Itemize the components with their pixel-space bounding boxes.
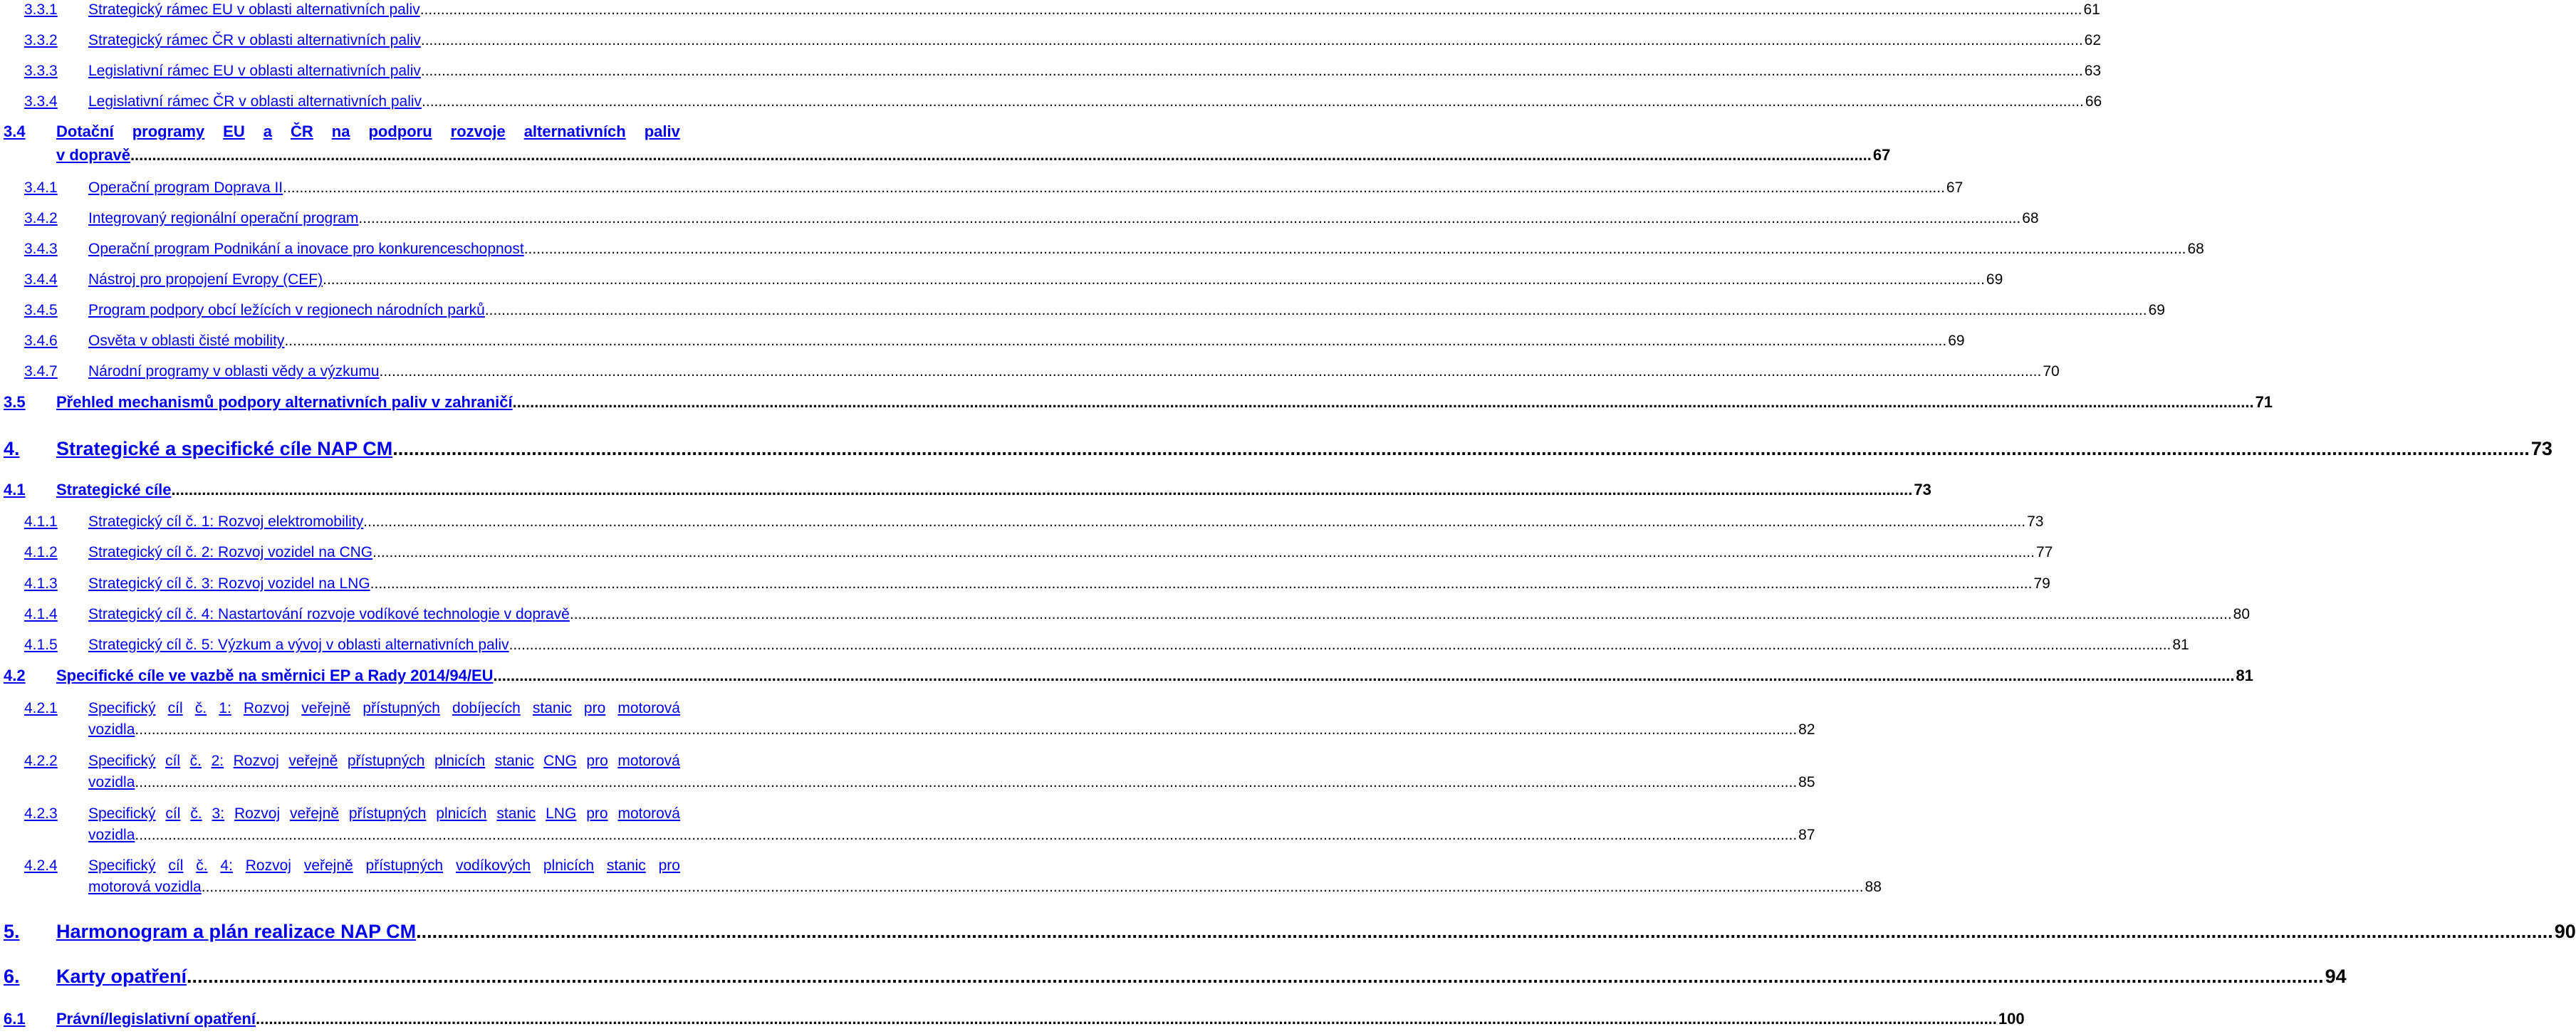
toc-entry-title[interactable]: Národní programy v oblasti vědy a výzkumu (88, 363, 380, 380)
toc-page-number: 94 (2325, 966, 2347, 987)
toc-entry-row (56, 921, 2576, 943)
toc-page-number: 81 (2172, 637, 2189, 653)
toc-entry-number[interactable]: 3.3.1 (24, 1, 58, 18)
toc-page-number: 66 (2085, 93, 2102, 110)
toc-entry-title[interactable]: v dopravě (56, 146, 130, 164)
toc-page-number: 63 (2084, 63, 2102, 79)
toc-page-number: 73 (1914, 481, 1931, 498)
toc-page-number: 69 (2148, 302, 2165, 318)
toc-entry-number[interactable]: 4.1.5 (24, 637, 58, 653)
toc-entry-row (88, 879, 1882, 896)
toc-dot-leader: ................................................................................................................................................................................................................................................................................................................................................................................................................ (392, 438, 2530, 459)
toc-entry-title[interactable]: Integrovaný regionální operační program (88, 210, 359, 226)
toc-entry-number[interactable]: 4.1.2 (24, 544, 58, 560)
toc-entry-row (88, 1, 2100, 19)
toc-dot-leader: ................................................................................................................................................................................................................................................................................................................................................................................................................ (509, 637, 2171, 653)
toc-entry-number[interactable]: 3.3.3 (24, 63, 58, 79)
toc-entry-row (88, 63, 2102, 80)
toc-entry-row (56, 393, 2273, 412)
toc-entry-row (88, 513, 2044, 531)
toc-dot-leader: ................................................................................................................................................................................................................................................................................................................................................................................................................ (493, 667, 2235, 684)
toc-entry-row (88, 606, 2251, 623)
toc-page-number: 62 (2084, 32, 2102, 48)
toc-entry-row (88, 210, 2039, 227)
toc-page-number: 80 (2233, 606, 2251, 622)
toc-dot-leader: ................................................................................................................................................................................................................................................................................................................................................................................................................ (171, 481, 1913, 498)
toc-entry-number[interactable]: 3.4.7 (24, 363, 58, 380)
toc-entry-number[interactable]: 4.1 (4, 481, 26, 498)
toc-dot-leader: ................................................................................................................................................................................................................................................................................................................................................................................................................ (135, 721, 1798, 738)
toc-entry-number[interactable]: 4.2.3 (24, 805, 58, 822)
toc-entry-title[interactable]: Operační program Doprava II (88, 179, 283, 196)
toc-entry-number[interactable]: 6. (4, 966, 20, 987)
toc-entry-title[interactable]: Přehled mechanismů podpory alternativních paliv v zahraničí (56, 393, 513, 411)
toc-entry-number[interactable]: 4.2.1 (24, 700, 58, 716)
toc-dot-leader: ................................................................................................................................................................................................................................................................................................................................................................................................................ (420, 63, 2083, 79)
toc-page-number: 71 (2255, 393, 2273, 411)
toc-dot-leader: ................................................................................................................................................................................................................................................................................................................................................................................................................ (512, 393, 2254, 411)
toc-entry-row (88, 241, 2204, 258)
toc-entry-row (56, 966, 2347, 988)
toc-entry-number[interactable]: 5. (4, 921, 20, 942)
toc-entry-row (88, 544, 2053, 561)
toc-dot-leader: ................................................................................................................................................................................................................................................................................................................................................................................................................ (283, 179, 1945, 196)
toc-entry-number[interactable]: 4.1.3 (24, 575, 58, 592)
toc-entry-row (56, 1010, 2025, 1028)
toc-entry-number[interactable]: 4.2 (4, 667, 26, 684)
toc-entry-number[interactable]: 3.3.2 (24, 32, 58, 48)
toc-page-number: 73 (2530, 438, 2552, 459)
toc-entry-row (88, 302, 2165, 319)
toc-entry-number[interactable]: 3.4.1 (24, 179, 58, 196)
toc-entry-title[interactable]: Osvěta v oblasti čisté mobility (88, 333, 285, 349)
toc-page-number: 81 (2236, 667, 2253, 684)
toc-entry-row (88, 827, 1815, 844)
toc-entry-number[interactable]: 3.4.5 (24, 302, 58, 318)
toc-entry-row (88, 363, 2060, 380)
toc-entry-number[interactable]: 4.2.2 (24, 753, 58, 769)
toc-entry-row (56, 146, 1891, 164)
toc-entry-number[interactable]: 6.1 (4, 1010, 26, 1028)
toc-page-number: 68 (2187, 241, 2204, 257)
toc-entry-title[interactable]: Strategické cíle (56, 481, 172, 498)
toc-dot-leader: ................................................................................................................................................................................................................................................................................................................................................................................................................ (284, 333, 1947, 349)
toc-entry-title[interactable]: Operační program Podnikání a inovace pro konkurenceschopnost (88, 241, 524, 257)
toc-page-number: 67 (1872, 146, 1891, 164)
toc-dot-leader: ................................................................................................................................................................................................................................................................................................................................................................................................................ (569, 606, 2232, 622)
toc-entry-number[interactable]: 4.1.4 (24, 606, 58, 622)
toc-page-number: 87 (1798, 827, 1815, 843)
toc-entry-number[interactable]: 3.4 (4, 122, 26, 140)
toc-dot-leader: ................................................................................................................................................................................................................................................................................................................................................................................................................ (484, 302, 2147, 318)
toc-entry-title[interactable]: Strategický cíl č. 5: Výzkum a vývoj v oblasti alternativních paliv (88, 637, 509, 653)
toc-dot-leader: ................................................................................................................................................................................................................................................................................................................................................................................................................ (420, 32, 2083, 48)
toc-dot-leader: ................................................................................................................................................................................................................................................................................................................................................................................................................ (379, 363, 2042, 380)
toc-entry-row (56, 667, 2253, 685)
toc-entry-title[interactable]: vozidla (88, 827, 135, 843)
toc-page-number: 82 (1798, 721, 1815, 738)
toc-entry-number[interactable]: 3.4.3 (24, 241, 58, 257)
toc-entry-title[interactable]: Harmonogram a plán realizace NAP CM (56, 921, 417, 942)
toc-page-number: 69 (1948, 333, 1965, 349)
toc-dot-leader: ................................................................................................................................................................................................................................................................................................................................................................................................................ (135, 774, 1798, 790)
toc-entry-row (88, 93, 2102, 110)
toc-dot-leader: ................................................................................................................................................................................................................................................................................................................................................................................................................ (419, 1, 2082, 18)
toc-entry-title[interactable]: Specifický cíl č. 1: Rozvoj veřejně přístupných dobíjecích stanic pro motorová (88, 700, 680, 716)
toc-entry-number[interactable]: 3.4.2 (24, 210, 58, 226)
toc-entry-row (88, 774, 1815, 791)
toc-entry-row (56, 438, 2552, 460)
toc-dot-leader: ................................................................................................................................................................................................................................................................................................................................................................................................................ (372, 544, 2035, 560)
toc-page-number: 77 (2035, 544, 2053, 560)
toc-dot-leader: ................................................................................................................................................................................................................................................................................................................................................................................................................ (422, 93, 2084, 110)
toc-page-number: 73 (2027, 513, 2044, 530)
toc-page-number: 88 (1865, 879, 1882, 895)
toc-entry-title[interactable]: Strategický rámec EU v oblasti alternativních paliv (88, 1, 420, 18)
toc-dot-leader: ................................................................................................................................................................................................................................................................................................................................................................................................................ (187, 966, 2324, 987)
toc-entry-title[interactable]: Strategický cíl č. 3: Rozvoj vozidel na LNG (88, 575, 370, 592)
toc-dot-leader: ................................................................................................................................................................................................................................................................................................................................................................................................................ (416, 921, 2553, 942)
toc-entry-row (88, 271, 2003, 288)
toc-entry-title[interactable]: Karty opatření (56, 966, 187, 987)
toc-dot-leader: ................................................................................................................................................................................................................................................................................................................................................................................................................ (201, 879, 1864, 895)
toc-page-number: 61 (2083, 1, 2100, 18)
toc-dot-leader: ................................................................................................................................................................................................................................................................................................................................................................................................................ (358, 210, 2021, 226)
toc-page-number: 70 (2043, 363, 2060, 380)
toc-entry-row (88, 333, 1965, 350)
toc-entry-title[interactable]: vozidla (88, 774, 135, 790)
toc-entry-number[interactable]: 4.2.4 (24, 857, 58, 874)
toc-entry-title[interactable]: Specifický cíl č. 2: Rozvoj veřejně přístupných plnicích stanic CNG pro motorová (88, 753, 680, 769)
toc-entry-number[interactable]: 3.3.4 (24, 93, 58, 110)
toc-page-number: 85 (1798, 774, 1815, 790)
toc-entry-row (88, 575, 2050, 592)
toc-entry-row (88, 179, 1964, 197)
toc-entry-title[interactable]: Strategický rámec ČR v oblasti alternativních paliv (88, 32, 421, 48)
toc-dot-leader: ................................................................................................................................................................................................................................................................................................................................................................................................................ (523, 241, 2186, 257)
toc-dot-leader: ................................................................................................................................................................................................................................................................................................................................................................................................................ (363, 513, 2026, 530)
toc-page-number: 79 (2033, 575, 2050, 592)
toc-page-number: 90 (2554, 921, 2576, 942)
toc-entry-row (88, 721, 1815, 738)
toc-entry-title[interactable]: Právní/legislativní opatření (56, 1010, 256, 1028)
toc-entry-title[interactable]: Specifické cíle ve vazbě na směrnici EP a Rady 2014/94/EU (56, 667, 494, 684)
toc-entry-title[interactable]: Strategické a specifické cíle NAP CM (56, 438, 393, 459)
toc-entry-title[interactable]: Specifický cíl č. 4: Rozvoj veřejně přístupných vodíkových plnicích stanic pro (88, 857, 680, 874)
toc-entry-title[interactable]: vozidla (88, 721, 135, 738)
toc-page-number: 100 (1998, 1010, 2025, 1028)
toc-entry-row (88, 637, 2189, 654)
toc-dot-leader: ................................................................................................................................................................................................................................................................................................................................................................................................................ (135, 827, 1798, 843)
toc-dot-leader: ................................................................................................................................................................................................................................................................................................................................................................................................................ (323, 271, 1985, 288)
toc-entry-title[interactable]: Legislativní rámec EU v oblasti alternativních paliv (88, 63, 421, 79)
toc-entry-number[interactable]: 4. (4, 438, 20, 459)
toc-entry-number[interactable]: 3.4.4 (24, 271, 58, 288)
toc-page-number: 68 (2022, 210, 2039, 226)
toc-entry-row (56, 481, 1931, 499)
toc-entry-title[interactable]: Program podpory obcí ležících v regionech národních parků (88, 302, 485, 318)
toc-entry-title[interactable]: Specifický cíl č. 3: Rozvoj veřejně přístupných plnicích stanic LNG pro motorová (88, 805, 680, 822)
toc-entry-title[interactable]: Dotační programy EU a ČR na podporu rozvoje alternativních paliv (56, 122, 680, 140)
toc-entry-row (88, 32, 2102, 49)
toc-entry-title[interactable]: Strategický cíl č. 2: Rozvoj vozidel na CNG (88, 544, 373, 560)
toc-entry-number[interactable]: 4.1.1 (24, 513, 58, 530)
toc-page-number: 67 (1946, 179, 1964, 196)
toc-entry-number[interactable]: 3.5 (4, 393, 26, 411)
toc-dot-leader: ................................................................................................................................................................................................................................................................................................................................................................................................................ (370, 575, 2033, 592)
toc-entry-title[interactable]: Nástroj pro propojení Evropy (CEF) (88, 271, 323, 288)
toc-page-number: 69 (1986, 271, 2003, 288)
toc-entry-title[interactable]: Strategický cíl č. 4: Nastartování rozvoje vodíkové technologie v dopravě (88, 606, 570, 622)
toc-dot-leader: ................................................................................................................................................................................................................................................................................................................................................................................................................ (130, 146, 1872, 164)
toc-entry-title[interactable]: motorová vozidla (88, 879, 202, 895)
toc-entry-title[interactable]: Strategický cíl č. 1: Rozvoj elektromobility (88, 513, 364, 530)
toc-dot-leader: ................................................................................................................................................................................................................................................................................................................................................................................................................ (255, 1010, 1997, 1028)
toc-entry-number[interactable]: 3.4.6 (24, 333, 58, 349)
toc-entry-title[interactable]: Legislativní rámec ČR v oblasti alternativních paliv (88, 93, 422, 110)
